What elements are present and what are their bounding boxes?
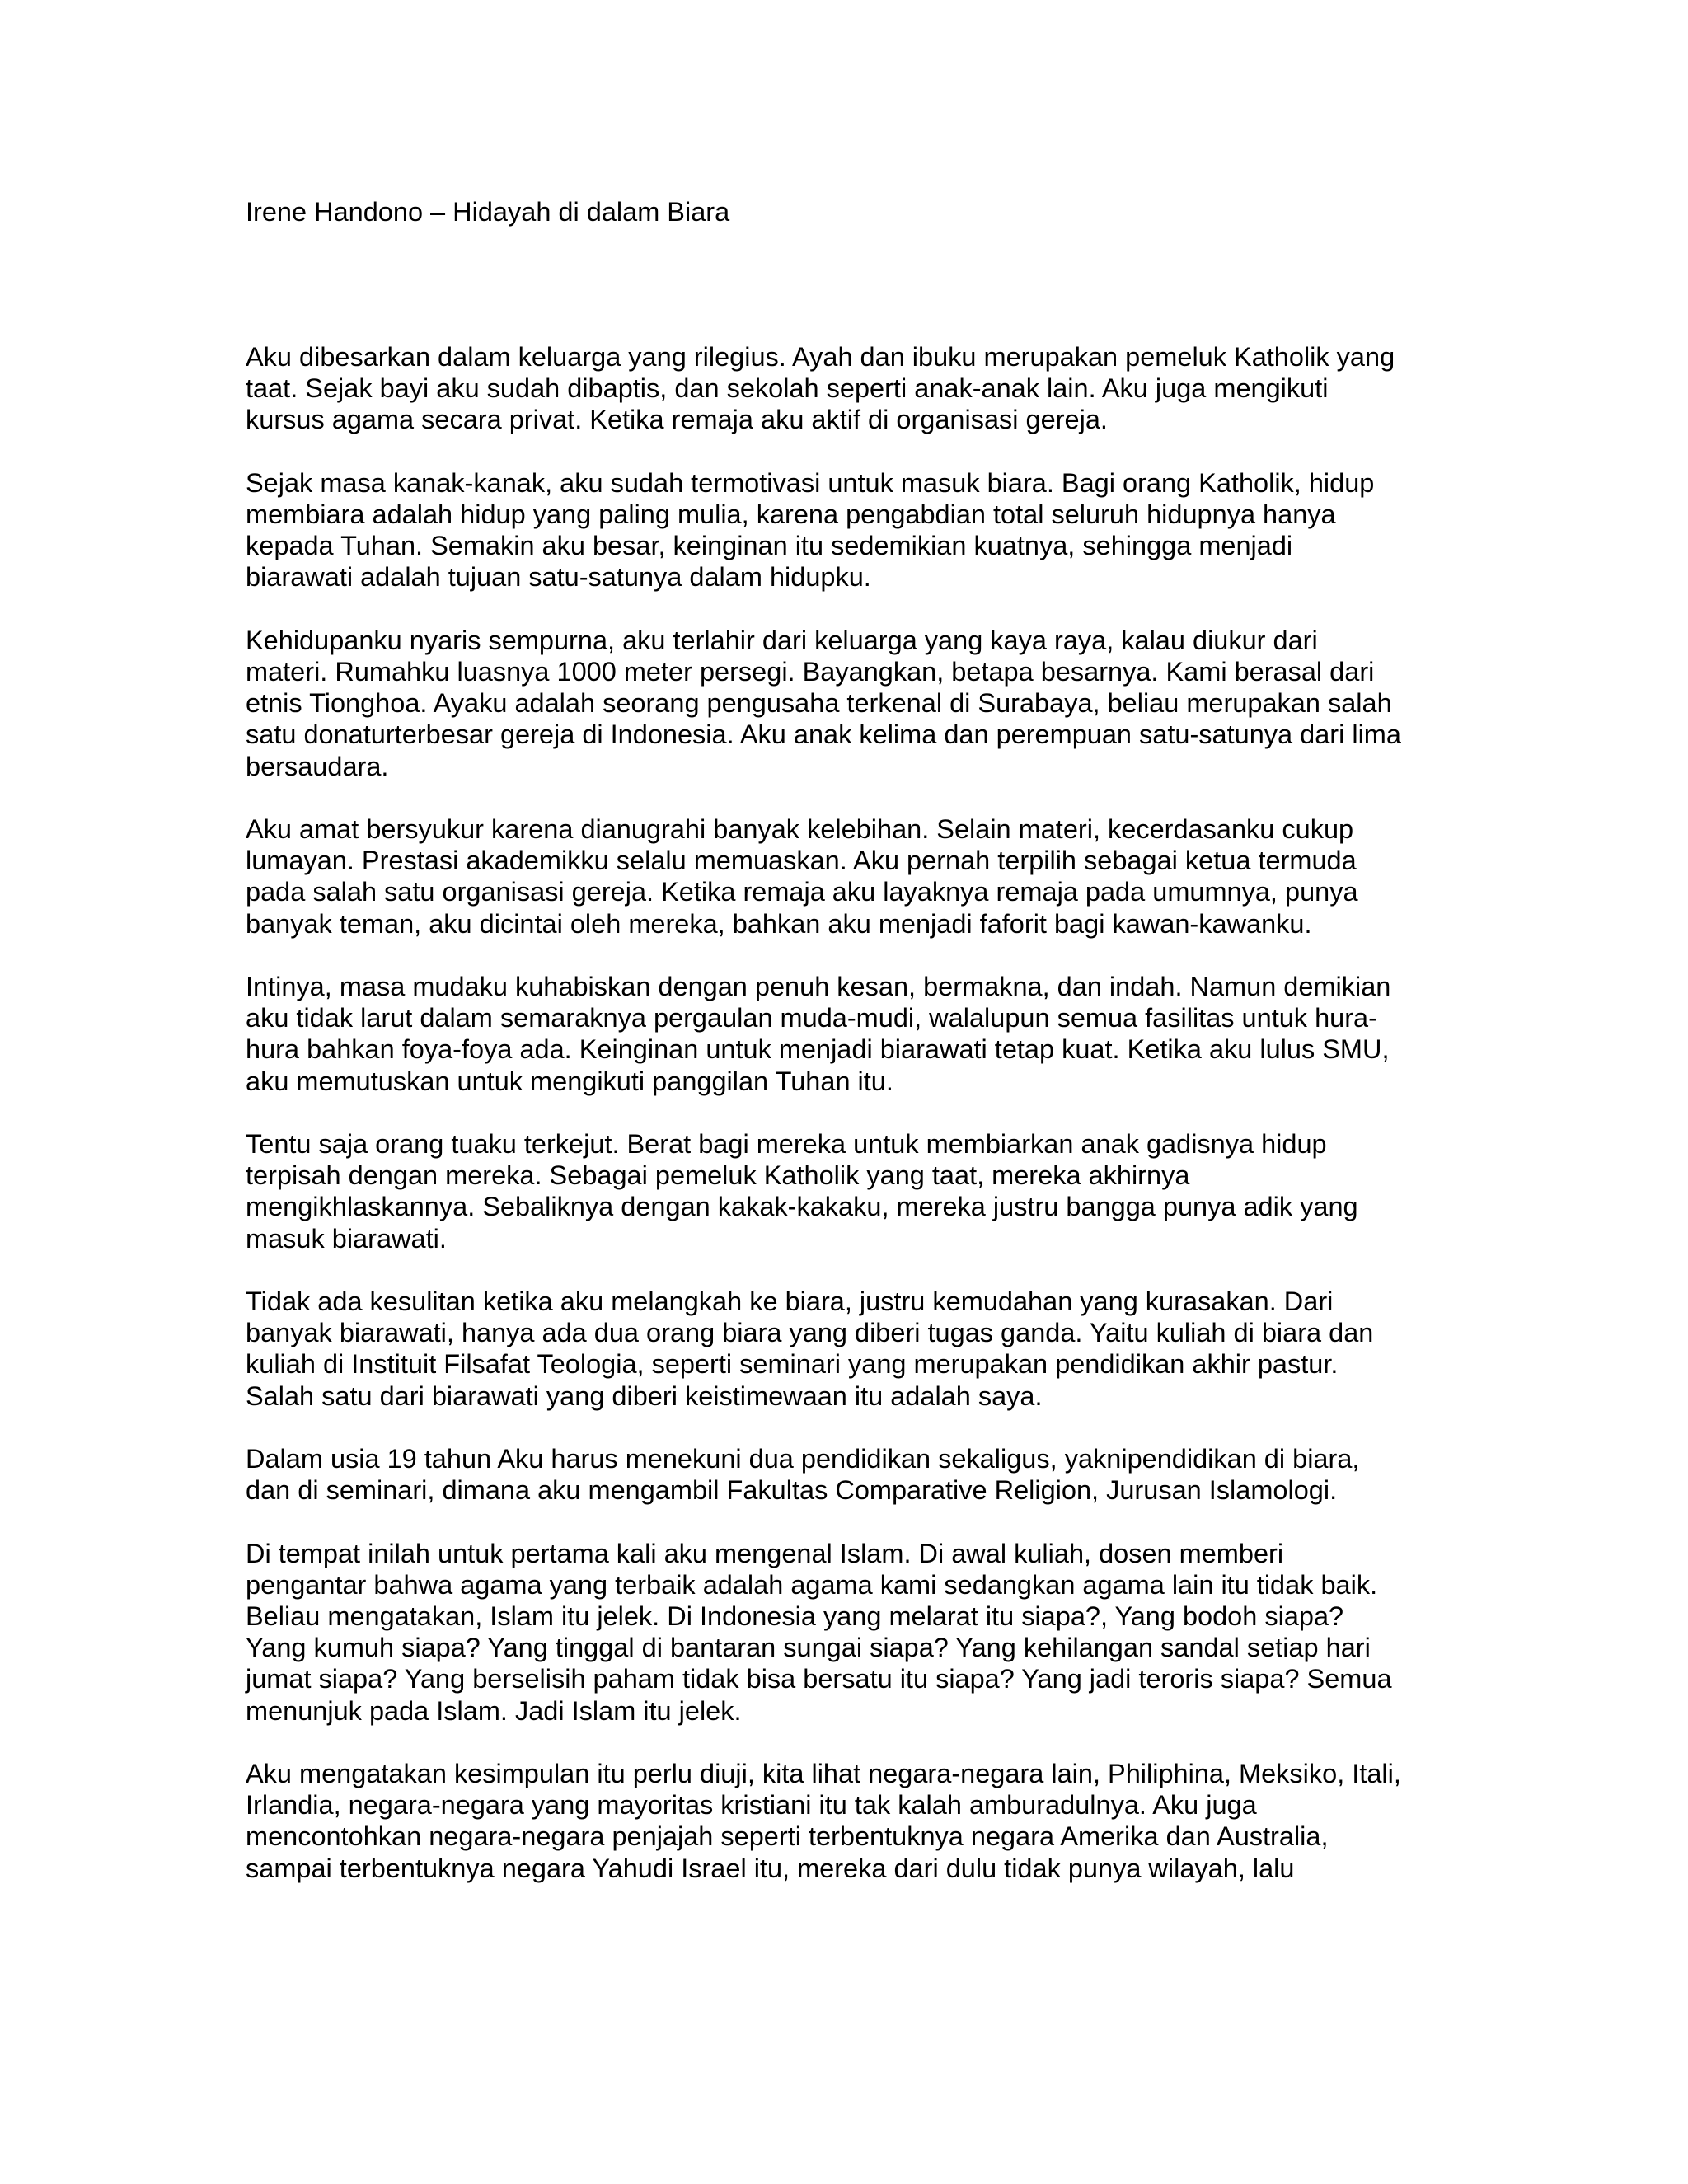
- paragraph-line: taat. Sejak bayi aku sudah dibaptis, dan sekolah seperti anak-anak lain. Aku juga mengikuti: [246, 373, 1329, 404]
- paragraph-line: satu donaturterbesar gereja di Indonesia. Aku anak kelima dan perempuan satu-satunya dari lima: [246, 719, 1401, 750]
- paragraph-line: membiara adalah hidup yang paling mulia, karena pengabdian total seluruh hidupnya hanya: [246, 499, 1336, 529]
- paragraph-line: biarawati adalah tujuan satu-satunya dalam hidupku.: [246, 562, 871, 593]
- paragraph: [246, 1758, 1449, 1884]
- paragraph: [246, 813, 1449, 940]
- paragraph: [246, 467, 1449, 593]
- paragraph-line: Beliau mengatakan, Islam itu jelek. Di Indonesia yang melarat itu siapa?, Yang bodoh siapa?: [246, 1601, 1344, 1631]
- document-title: Irene Handono – Hidayah di dalam Biara: [246, 197, 730, 227]
- paragraph-line: Di tempat inilah untuk pertama kali aku mengenal Islam. Di awal kuliah, dosen memberi: [246, 1538, 1284, 1568]
- paragraph-line: terpisah dengan mereka. Sebagai pemeluk Katholik yang taat, mereka akhirnya: [246, 1160, 1190, 1191]
- paragraph-line: Aku dibesarkan dalam keluarga yang rilegius. Ayah dan ibuku merupakan pemeluk Katholik yang: [246, 342, 1395, 372]
- paragraph-line: banyak teman, aku dicintai oleh mereka, bahkan aku menjadi faforit bagi kawan-kawanku.: [246, 908, 1312, 939]
- paragraph-line: Aku amat bersyukur karena dianugrahi banyak kelebihan. Selain materi, kecerdasanku cukup: [246, 814, 1354, 844]
- paragraph-line: jumat siapa? Yang berselisih paham tidak bisa bersatu itu siapa? Yang jadi teroris siapa? Semua: [246, 1664, 1392, 1694]
- paragraph-line: hura bahkan foya-foya ada. Keinginan untuk menjadi biarawati tetap kuat. Ketika aku lulus SMU,: [246, 1034, 1390, 1065]
- paragraph-line: pada salah satu organisasi gereja. Ketika remaja aku layaknya remaja pada umumnya, punya: [246, 877, 1358, 907]
- paragraph-line: kepada Tuhan. Semakin aku besar, keinginan itu sedemikian kuatnya, sehingga menjadi: [246, 531, 1293, 561]
- paragraph-line: Aku mengatakan kesimpulan itu perlu diuji, kita lihat negara-negara lain, Philiphina, Meksiko, Itali,: [246, 1759, 1401, 1788]
- paragraph-line: pengantar bahwa agama yang terbaik adalah agama kami sedangkan agama lain itu tidak baik.: [246, 1569, 1378, 1600]
- paragraph: [246, 1128, 1449, 1254]
- paragraph-line: banyak biarawati, hanya ada dua orang biara yang diberi tugas ganda. Yaitu kuliah di biara dan: [246, 1318, 1374, 1348]
- paragraph-line: bersaudara.: [246, 751, 389, 781]
- paragraph-line: aku memutuskan untuk mengikuti panggilan Tuhan itu.: [246, 1066, 893, 1096]
- paragraph-line: aku tidak larut dalam semaraknya pergaulan muda-mudi, walalupun semua fasilitas untuk hura-: [246, 1003, 1377, 1033]
- paragraph-line: kuliah di Instituit Filsafat Teologia, seperti seminari yang merupakan pendidikan akhir pastur.: [246, 1349, 1339, 1380]
- paragraph-line: kursus agama secara privat. Ketika remaja aku aktif di organisasi gereja.: [246, 405, 1108, 435]
- paragraph: [246, 1286, 1449, 1412]
- paragraph-line: Irlandia, negara-negara yang mayoritas kristiani itu tak kalah amburadulnya. Aku juga: [246, 1790, 1257, 1821]
- paragraph-line: Yang kumuh siapa? Yang tinggal di bantaran sungai siapa? Yang kehilangan sandal setiap hari: [246, 1633, 1371, 1663]
- paragraph-line: Salah satu dari biarawati yang diberi keistimewaan itu adalah saya.: [246, 1380, 1043, 1411]
- paragraph-line: Tentu saja orang tuaku terkejut. Berat bagi mereka untuk membiarkan anak gadisnya hidup: [246, 1129, 1327, 1159]
- paragraph-line: menunjuk pada Islam. Jadi Islam itu jelek.: [246, 1695, 742, 1726]
- paragraph-line: Tidak ada kesulitan ketika aku melangkah ke biara, justru kemudahan yang kurasakan. Dari: [246, 1286, 1334, 1316]
- paragraph: [246, 341, 1449, 436]
- paragraph-line: materi. Rumahku luasnya 1000 meter persegi. Bayangkan, betapa besarnya. Kami berasal dari: [246, 657, 1375, 687]
- paragraph-line: masuk biarawati.: [246, 1223, 447, 1254]
- paragraph-line: Sejak masa kanak-kanak, aku sudah termotivasi untuk masuk biara. Bagi orang Katholik, hidup: [246, 467, 1375, 498]
- paragraph-line: Kehidupanku nyaris sempurna, aku terlahir dari keluarga yang kaya raya, kalau diukur dari: [246, 625, 1318, 655]
- paragraph-line: etnis Tionghoa. Ayaku adalah seorang pengusaha terkenal di Surabaya, beliau merupakan salah: [246, 688, 1392, 719]
- document-body: [246, 341, 1449, 1915]
- paragraph: [246, 625, 1449, 782]
- paragraph-line: sampai terbentuknya negara Yahudi Israel itu, mereka dari dulu tidak punya wilayah, lalu: [246, 1853, 1295, 1883]
- paragraph-line: mengikhlaskannya. Sebaliknya dengan kakak-kakaku, mereka justru bangga punya adik yang: [246, 1192, 1358, 1222]
- paragraph-line: Intinya, masa mudaku kuhabiskan dengan penuh kesan, bermakna, dan indah. Namun demikian: [246, 972, 1391, 1001]
- paragraph-line: lumayan. Prestasi akademikku selalu memuaskan. Aku pernah terpilih sebagai ketua termuda: [246, 846, 1357, 876]
- paragraph: [246, 1538, 1449, 1727]
- paragraph-line: dan di seminari, dimana aku mengambil Fakultas Comparative Religion, Jurusan Islamologi.: [246, 1475, 1338, 1506]
- paragraph-line: Dalam usia 19 tahun Aku harus menekuni dua pendidikan sekaligus, yaknipendidikan di biara,: [246, 1444, 1360, 1474]
- paragraph: [246, 1443, 1449, 1506]
- paragraph: [246, 971, 1449, 1097]
- paragraph-line: mencontohkan negara-negara penjajah seperti terbentuknya negara Amerika dan Australia,: [246, 1821, 1329, 1852]
